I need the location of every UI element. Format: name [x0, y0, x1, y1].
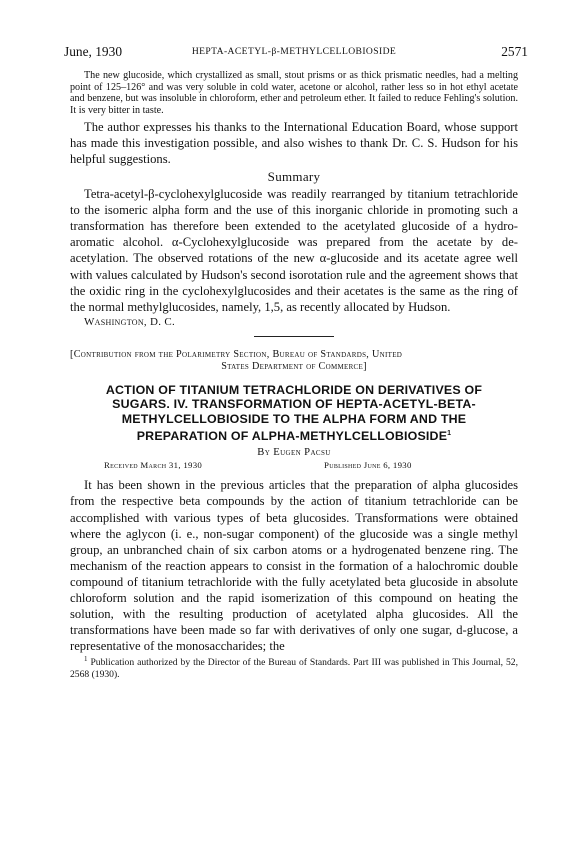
- article-title: [70, 383, 518, 444]
- title-line: SUGARS. IV. TRANSFORMATION OF HEPTA-ACETYL-BETA-: [112, 397, 476, 412]
- dates-line: [70, 460, 518, 472]
- intro-small-paragraph: The new glucoside, which crystallized as small, stout prisms or as thick prismatic needles, had a melting point of 125–126° and was very soluble in cold water, acetone or alcohol, rather less so in hot ethyl acetate and benzene, but was insoluble in chloroform, ether and petroleum ether. It failed to reduce Fehling's solution. It is very bitter in taste.: [70, 70, 518, 117]
- journal-page: [64, 44, 528, 681]
- running-title: HEPTA-ACETYL-β-METHYLCELLOBIOSIDE: [191, 46, 397, 57]
- signoff-location: Washington, D. C.: [84, 315, 176, 328]
- title-line: ACTION OF TITANIUM TETRACHLORIDE ON DERIVATIVES OF: [105, 382, 483, 397]
- header-date: June, 1930: [64, 44, 123, 59]
- title-line: METHYLCELLOBIOSIDE TO THE ALPHA FORM AND THE: [121, 412, 467, 427]
- page-number: 2571: [501, 44, 528, 59]
- contribution-line-1: [Contribution from the Polarimetry Section, Bureau of Standards, United: [70, 348, 403, 360]
- section-divider: [254, 336, 334, 337]
- thanks-paragraph: The author expresses his thanks to the International Education Board, whose support has made this investigation possible, and also wishes to thank Dr. C. S. Hudson for his helpful suggestions.: [70, 119, 518, 166]
- footnote-mark: 1: [84, 655, 88, 664]
- title-line: [70, 427, 518, 444]
- footnote: [70, 654, 518, 680]
- contribution-line-2: States Department of Commerce]: [221, 361, 367, 373]
- received-date: Received March 31, 1930: [104, 460, 203, 471]
- footnote-text: Publication authorized by the Director of the Bureau of Standards. Part III was published in This Journal, 52, 2568 (1930).: [70, 657, 518, 681]
- author-byline: By Eugen Pacsu: [257, 447, 331, 459]
- summary-paragraph: Tetra-acetyl-β-cyclohexylglucoside was readily rearranged by titanium tetrachloride to the isomeric alpha form and the use of this inorganic chloride in promoting such a transformation has therefore been extended to the acetylated glucoside of a hydro-aromatic alcohol. α-Cyclohexylglucoside was prepared from the acetate by de-acetylation. The observed rotations of the new α-glucoside and its acetate agree well with values calculated by Hudson's second isorotation rule and the agreement shows that the oxidic ring in the cyclohexylglucosides and their acetates is the same as the ring of the normal methylglucosides, namely, 1,5, as recently allocated by Hudson.: [70, 187, 518, 314]
- summary-heading: Summary: [267, 169, 321, 185]
- page-header: [64, 44, 528, 64]
- main-paragraph: It has been shown in the previous articles that the preparation of alpha glucosides from the respective beta compounds by the action of titanium tetrachloride can be accomplished with various types of beta glucosides. Transformations were obtained where the aglycon (i. e., non-sugar component) of the glucoside was a single methyl group, an unbranched chain of six carbon atoms or a hydrogenated benzene ring. The mechanism of the reaction appears to consist in the formation of a halochromic double compound of titanium tetrachloride with the fully acetylated beta glucoside in absolute chloroform solution and the rapid isomerization of this compound on heating the solution, with the resulting production of acetylated alpha glucosides. All the transformations have been made so far with derivatives of only one sugar, d-glucose, a representative of the monosaccharides; the: [70, 478, 518, 654]
- published-date: Published June 6, 1930: [324, 460, 412, 471]
- contribution-note: [70, 349, 518, 374]
- title-footnote-mark: 1: [447, 429, 452, 437]
- title-line-text: PREPARATION OF ALPHA-METHYLCELLOBIOSIDE: [136, 428, 448, 443]
